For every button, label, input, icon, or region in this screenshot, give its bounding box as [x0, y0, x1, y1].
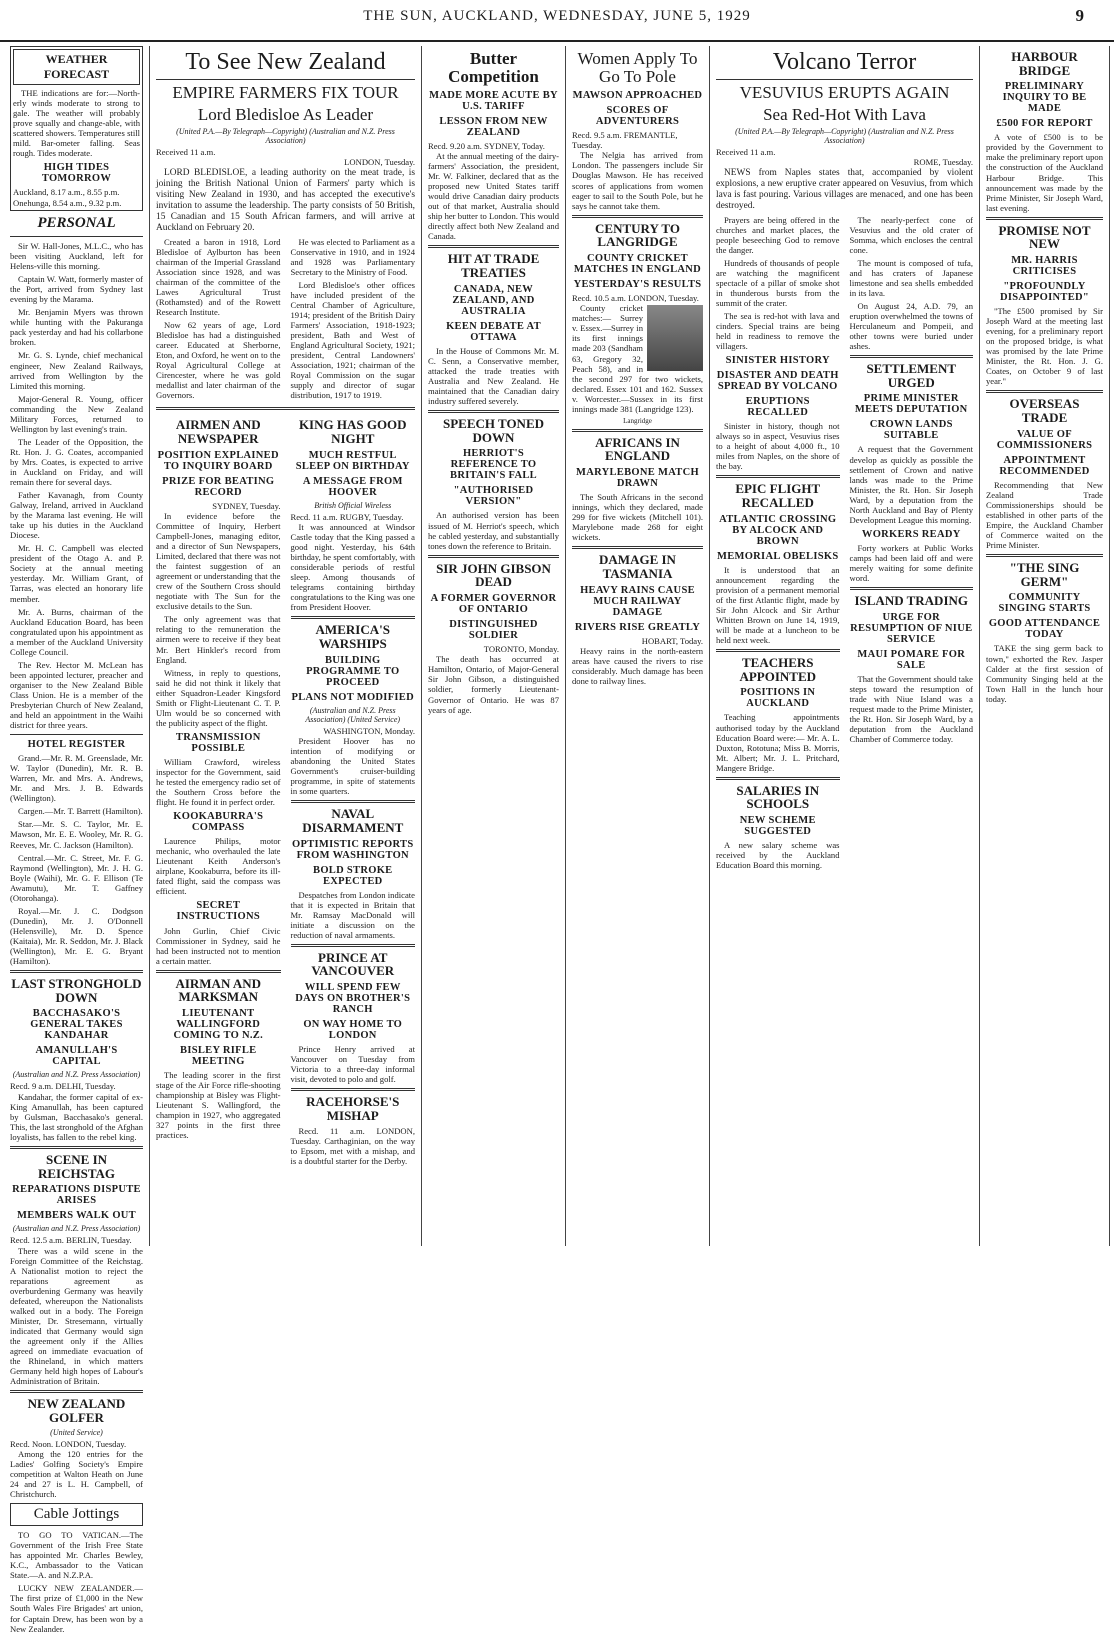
- harbour-bridge-headline: HARBOUR BRIDGE: [1011, 49, 1078, 78]
- island-subhead-2: MAUI POMARE FOR SALE: [857, 648, 966, 671]
- hotel-entry: Star.—Mr. S. C. Taylor, Mr. E. Mawson, Mr. E. E. Wooley, Mr. R. G. Reeves, Mr. C. Jackson (Hamilton).: [10, 819, 143, 850]
- gibson-subhead: A FORMER GOVERNOR OF ONTARIO: [430, 592, 557, 615]
- damage-headline: DAMAGE IN TASMANIA: [599, 552, 676, 581]
- epic-flight-subhead-2: MEMORIAL OBELISKS: [716, 550, 839, 562]
- butter-text: At the annual meeting of the dairy-farmers' Association, the president, Mr. W. Falkiner, declared that as the proposed new United States tariff would drive Canadian dairy products out of that market, Australia should ship her butter to London. This would directly affect both New Zealand and Canada.: [428, 151, 559, 242]
- sinister-headline: SINISTER HISTORY: [725, 355, 830, 367]
- personal-paragraph: Captain W. Watt, formerly master of the Port, arrived from Sydney last evening by the Marama.: [10, 274, 143, 305]
- volcano-headline: Volcano Terror: [772, 49, 917, 75]
- hotel-entry: Royal.—Mr. J. C. Dodgson (Dunedin), Mr. J. O'Donnell (Helensville), Mr. D. Spence (Kaitaia), Mr. R. Seddon, Mr. J. Black (Wellington), Mr. E. G. Bryant (Hamilton).: [10, 905, 143, 967]
- prince-headline: PRINCE AT VANCOUVER: [311, 949, 395, 979]
- island-headline: ISLAND TRADING: [854, 593, 969, 609]
- airmen-subhead: POSITION EXPLAINED TO INQUIRY BOARD: [157, 449, 279, 472]
- racehorse-text: Recd. 11 a.m. LONDON, Tuesday. Carthaginian, on the way to Epsom, met with a mishap, and is a doubtful starter for the Derby.: [290, 1125, 415, 1166]
- butter-subhead-2: LESSON FROM NEW ZEALAND: [439, 115, 548, 138]
- airmen-paragraph: In evidence before the Committee of Inquiry, Herbert Campbell-Jones, managing editor, and a director of Sun Newspapers, Limited, declared that there was not the faintest suggestion of an agreement or understanding that the crew of the Southern Cross should negotiate with The Sun for the exclusive details to the Sun.: [156, 510, 281, 612]
- personal-paragraph: Mr. H. C. Campbell was elected president of the Otago A. and P. Society at the annual meeting yesterday. Mr. William Grant, of Tarras, was elected an honorary life member.: [10, 543, 143, 604]
- tides-auckland: Auckland, 8.17 a.m., 8.55 p.m.: [13, 187, 120, 198]
- tour-received: Received 11 a.m.: [156, 146, 216, 157]
- trade-subhead-2: KEEN DEBATE AT OTTAWA: [446, 320, 541, 343]
- column-5: [710, 46, 980, 1246]
- king-dateline: Recd. 11 a.m. RUGBY, Tuesday.: [290, 511, 404, 522]
- column-4: [566, 46, 710, 1246]
- women-dateline: Recd. 9.5 a.m. FREMANTLE, Tuesday.: [572, 129, 678, 151]
- personal-paragraph: Mr. A. Burns, chairman of the Auckland Education Board, has been congratulated upon his appointment as a member of the Auckland University College Council.: [10, 606, 143, 657]
- trade-text: In the House of Commons Mr. M. C. Senn, a Conservative member, attacked the trade treaties with Australia and New Zealand. He maintained that the Canadian dairy industry suffered severely.: [428, 345, 559, 407]
- new-zealand-tour-headline: To See New Zealand: [185, 49, 386, 75]
- volcano-subhead: VESUVIUS ERUPTS AGAIN: [739, 83, 950, 103]
- kookaburra-subhead: KOOKABURRA'S COMPASS: [173, 811, 264, 834]
- cricket-headline: CENTURY TO LANGRIDGE: [595, 220, 680, 250]
- damage-subhead-2: RIVERS RISE GREATLY: [574, 621, 701, 633]
- tides-title: HIGH TIDES TOMORROW: [41, 162, 112, 185]
- jotting-item: LUCKY NEW ZEALANDER.—The first prize of £1,000 in the New South Wales Fire Brigades' art union, for Captain Drew, has been won by a New Zealander.: [10, 1583, 143, 1634]
- gibson-dateline: TORONTO, Monday.: [483, 644, 559, 655]
- naval-subhead-2: BOLD STROKE EXPECTED: [313, 864, 393, 887]
- volcano-body: [716, 215, 973, 874]
- reichstag-credit: (Australian and N.Z. Press Association): [12, 1224, 141, 1234]
- tour-paragraph: Now 62 years of age, Lord Bledisloe has had a distinguished career. Educated at Sherborne, Eton, and Oxford, he went on to the Royal Agricultural College at Cirencester, where he was gold medallist and later chairman of the Governors.: [156, 319, 281, 401]
- tour-lead: LORD BLEDISLOE, a leading authority on the meat trade, is joining the British National Union of Farmers' party which is visiting New Zealand in 1930, and has accepted the executive's invitation to assume the leadership. The party consists of 50 British, 15 Canadian and 15 South African farmers, and will arrive at Auckland on February 20.: [156, 167, 415, 233]
- stronghold-dateline: Recd. 9 a.m. DELHI, Tuesday.: [10, 1081, 116, 1092]
- sing-germ-headline: "THE SING GERM": [1009, 560, 1080, 589]
- naval-text: Despatches from London indicate that it is expected in Britain that Mr. Ramsay MacDonald will initiate a discussion on the reduction of naval armaments.: [290, 889, 415, 940]
- column-2-lower: [156, 414, 415, 1169]
- cricket-subhead-2: YESTERDAY'S RESULTS: [573, 278, 702, 290]
- column-1: [4, 46, 150, 1634]
- sinister-subhead-2: ERUPTIONS RECALLED: [745, 396, 810, 419]
- speech-subhead: HERRIOT'S REFERENCE TO BRITAIN'S FALL: [450, 448, 537, 482]
- settlement-subhead-2: CROWN LANDS SUITABLE: [869, 419, 953, 442]
- tour-paragraph: Lord Bledisloe's other offices have included president of the Central Chamber of Agriculture, 1914; president of the British Dairy Farmers' Association, 1918-1923; president, Bath and West of England Agricultural Society, 1921; president, Central Landowners' Association, 1921; chairman of the Royal Commission on the sugar supply and director of sugar distribution, 1917 to 1919.: [290, 279, 415, 401]
- volcano-credit: (United P.A.—By Telegraph—Copyright) (Australian and N.Z. Press Association): [735, 126, 954, 145]
- butter-headline: Butter Competition: [448, 49, 539, 86]
- reichstag-headline: SCENE IN REICHSTAG: [37, 1152, 116, 1181]
- settlement-subhead: PRIME MINISTER MEETS DEPUTATION: [854, 393, 968, 416]
- personal-paragraph: Major-General R. Young, officer commanding the New Zealand Military Forces, returned to Wellington by last evening's train.: [10, 393, 143, 434]
- sinister-text: Sinister in history, though not always so in aspect, Vesuvius rises to a height of about 4,000 ft., 10 miles from Naples, on the shore of the bay.: [716, 421, 840, 472]
- volcano-lead: NEWS from Naples states that, accompanied by violent explosions, a new eruptive crater appeared on Vesuvius, from which lava is fast pouring. Various villages are menaced, and one has been destroyed.: [716, 167, 973, 211]
- volcano-subhead-2: Sea Red-Hot With Lava: [763, 105, 926, 125]
- overseas-trade-headline: OVERSEAS TRADE: [1009, 396, 1080, 426]
- gibson-subhead-2: DISTINGUISHED SOLDIER: [449, 618, 538, 641]
- airmen-dateline: SYDNEY, Tuesday.: [212, 500, 281, 511]
- personal-paragraph: The Leader of the Opposition, the Rt. Hon. J. G. Coates, accompanied by Mrs. Coates, is expected to arrive in Auckland on Friday, and will remain there for several days.: [10, 436, 143, 488]
- prince-subhead: WILL SPEND FEW DAYS ON BROTHER'S RANCH: [295, 982, 411, 1016]
- workers-subhead: WORKERS READY: [861, 528, 961, 540]
- transmission-text: William Crawford, wireless inspector for the Government, said he tested the emergency radio set of the Southern Cross before the flight. He found it in perfect order.: [156, 756, 281, 808]
- reichstag-subhead: REPARATIONS DISPUTE ARISES: [12, 1184, 141, 1207]
- women-text: The Nelgia has arrived from London. The passengers include Sir Douglas Mawson. He has received scores of applications from women eager to sail to the South Pole, but he says he cannot take them.: [572, 150, 703, 211]
- teachers-subhead: POSITIONS IN AUCKLAND: [740, 687, 816, 710]
- butter-dateline: Recd. 9.20 a.m. SYDNEY, Today.: [428, 140, 545, 151]
- naval-headline: NAVAL DISARMAMENT: [302, 806, 404, 835]
- harbour-bridge-subhead-2: £500 FOR REPORT: [996, 118, 1093, 130]
- volcano-dateline: ROME, Tuesday.: [913, 157, 973, 168]
- overseas-trade-text: Recommending that New Zealand Trade Commissionerships should be established in other parts of the Empire, the Auckland Chamber of Commerce waited on the Prime Minister.: [986, 479, 1103, 551]
- tour-paragraph: Created a baron in 1918, Lord Bledisloe of Aylburton has been chairman of the Imperial Grassland Association since 1928, and was chairman of the committee of the Lawes Agricultural Trust (Rothamsted) and of the Rowett Research Institute.: [156, 236, 281, 317]
- gibson-text: The death has occurred at Hamilton, Ontario, of Major-General Sir John Gibson, a distinguished soldier, formerly Lieutenant-Governor of Ontario. He was 87 years of age.: [428, 654, 559, 715]
- trade-headline: HIT AT TRADE TREATIES: [447, 251, 540, 281]
- warships-text: President Hoover has no intention of modifying or abandoning the United States Government's cruiser-building programme, in spite of statements in some quarters.: [290, 735, 415, 797]
- reichstag-dateline: Recd. 12.5 a.m. BERLIN, Tuesday.: [10, 1235, 132, 1246]
- teachers-headline: TEACHERS APPOINTED: [739, 655, 817, 684]
- king-subhead-2: A MESSAGE FROM HOOVER: [302, 475, 403, 498]
- golfer-dateline: Recd. Noon. LONDON, Tuesday.: [10, 1438, 127, 1449]
- epic-flight-headline: EPIC FLIGHT RECALLED: [735, 481, 821, 511]
- damage-subhead: HEAVY RAINS CAUSE MUCH RAILWAY DAMAGE: [580, 584, 695, 618]
- volcano-paragraph: Hundreds of thousands of people are watching the magnificent spectacle of a pillar of smoke shot in thunderous bursts from the summit of the crater.: [716, 257, 840, 308]
- volcano-paragraph: The nearly-perfect cone of Vesuvius and the old crater of Somma, which encloses the central cone.: [849, 214, 973, 255]
- volcano-received: Received 11 a.m.: [716, 146, 776, 157]
- salaries-text: A new salary scheme was received by the Auckland Education Board this morning.: [716, 840, 840, 871]
- personal-title: PERSONAL: [37, 214, 116, 231]
- island-subhead: URGE FOR RESUMPTION OF NIUE SERVICE: [850, 611, 973, 645]
- airman-text: The leading scorer in the first stage of the Air Force rifle-shooting championship at Bisley was Flight-Lieutenant S. Wallingford, the champion in 1927, who aggregated 327 points in the first three practices.: [156, 1070, 281, 1141]
- king-text: It was announced at Windsor Castle today that the King passed a good night. Yesterday, his 64th birthday, he spent comfortably, with considerable periods of restful sleep. Among thousands of telegrams containing birthday congratulations to the King was one from President Hoover.: [290, 521, 415, 613]
- prince-text: Prince Henry arrived at Vancouver on Tuesday from Victoria to a three-day informal visit, devoted to polo and golf.: [290, 1044, 415, 1085]
- sing-germ-subhead-2: GOOD ATTENDANCE TODAY: [988, 618, 1101, 641]
- volcano-paragraph: The sea is red-hot with lava and cinders. Special trains are being held in readiness to remove the villagers.: [716, 310, 840, 352]
- tour-subhead-2: Lord Bledisloe As Leader: [197, 105, 374, 125]
- promise-text: "The £500 promised by Sir Joseph Ward at the meeting last evening, for a preliminary report on the proposed bridge, is what was promised by the late Prime Minister, the Rt. Hon. J. G. Coates, on October 9 of last year.": [986, 306, 1103, 387]
- tides-onehunga: Onehunga, 8.54 a.m., 9.32 p.m.: [13, 197, 122, 208]
- salaries-headline: SALARIES IN SCHOOLS: [736, 782, 820, 812]
- personal-paragraph: Father Kavanagh, from County Galway, Ireland, arrived in Auckland by the Marama last evening. He will take up his duties in the Auckland Diocese.: [10, 490, 143, 541]
- column-6: [980, 46, 1110, 1246]
- speech-headline: SPEECH TONED DOWN: [442, 416, 545, 445]
- transmission-subhead: TRANSMISSION POSSIBLE: [175, 731, 261, 754]
- gibson-headline: SIR JOHN GIBSON DEAD: [436, 560, 551, 590]
- tour-body: [156, 237, 415, 404]
- king-subhead: MUCH RESTFUL SLEEP ON BIRTHDAY: [295, 449, 410, 472]
- warships-subhead-2: PLANS NOT MODIFIED: [291, 691, 414, 703]
- epic-flight-subhead: ATLANTIC CROSSING BY ALCOCK AND BROWN: [719, 513, 837, 547]
- hotel-entry: Central.—Mr. C. Street, Mr. F. G. Raymond (Wellington), Mr. J. H. G. Boyle (Waihi), Mr. G. F. Ellison (Te Awamutu), Mr. T. Gaffney (Otorohanga).: [10, 852, 143, 903]
- damage-text: Heavy rains in the north-eastern areas have caused the rivers to rise considerably. Much damage has been done to railway lines.: [572, 646, 703, 687]
- airman-headline: AIRMAN AND MARKSMAN: [175, 975, 262, 1005]
- hotel-register-title: HOTEL REGISTER: [27, 739, 126, 751]
- overseas-trade-subhead: VALUE OF COMMISSIONERS: [996, 428, 1093, 451]
- settlement-text: A request that the Government develop as quickly as possible the settlement of Crown and native lands was made to the Prime Minister, the Rt. Hon. Sir Joseph Ward, by a deputation from the North Auckland and Bay of Plenty Development League this morning.: [849, 444, 973, 525]
- warships-subhead: BUILDING PROGRAMME TO PROCEED: [306, 654, 400, 688]
- stronghold-headline: LAST STRONGHOLD DOWN: [11, 976, 142, 1005]
- personal-paragraph: Sir W. Hall-Jones, M.L.C., who has been visiting Auckland, left for Helens-ville this morning.: [10, 240, 143, 272]
- weather-text: THE indications are for:—North-erly winds moderate to strong to gale. The weather will probably prove squally and change-able, with scattered showers. Temperatures still mild. Bar-ometer falling. Seas rough. Tides moderate.: [13, 88, 140, 159]
- settlement-headline: SETTLEMENT URGED: [866, 361, 957, 390]
- airman-subhead-2: BISLEY RIFLE MEETING: [180, 1045, 257, 1068]
- cable-jottings-title: Cable Jottings: [10, 1503, 143, 1526]
- jotting-item: TO GO TO VATICAN.—The Government of the Irish Free State has appointed Mr. Charles Bewley, K.C., Ambassador to the Vatican State.—A. and N.Z.P.A.: [10, 1530, 143, 1581]
- weather-box: [10, 46, 143, 211]
- trade-subhead: CANADA, NEW ZEALAND, AND AUSTRALIA: [452, 283, 535, 317]
- masthead-title: THE SUN, AUCKLAND, WEDNESDAY, JUNE 5, 1929: [363, 8, 751, 24]
- airmen-paragraph: The only agreement was that relating to the remuneration the airmen were to receive if they beat Mr. Bert Hinkler's record from England.: [156, 614, 281, 665]
- cricket-text: County cricket matches:— Surrey v. Essex.—Surrey in its first innings made 203 (Sandham 63, Gregory 32, Peach 58), and in the second 297 for two wickets, declared. Essex 101 and 162. Sussex v. Worcester.—Sussex in its first innings made 381 (Langridge 123).: [572, 303, 703, 414]
- king-headline: KING HAS GOOD NIGHT: [298, 417, 407, 446]
- masthead: [0, 0, 1114, 42]
- warships-headline: AMERICA'S WARSHIPS: [315, 622, 390, 651]
- naval-subhead: OPTIMISTIC REPORTS FROM WASHINGTON: [292, 838, 414, 861]
- tour-credit: (United P.A.—By Telegraph—Copyright) (Australian and N.Z. Press Association): [176, 126, 395, 145]
- island-text: That the Government should take steps toward the resumption of trade with Niue Island was a request made to the Prime Minister, the Rt. Hon. Sir Joseph Ward, by a deputation from the Auckland Chamber of Commerce today.: [849, 673, 973, 745]
- promise-headline: PROMISE NOT NEW: [998, 222, 1091, 252]
- personal-paragraph: Mr. G. S. Lynde, chief mechanical engineer, New Zealand Railways, arrived from Wellington by the Limited this morning.: [10, 350, 143, 391]
- promise-subhead: MR. HARRIS CRITICISES: [1011, 255, 1078, 278]
- hotel-entry: Grand.—Mr. R. M. Greenslade, Mr. W. Taylor (Dunedin), Mr. R. B. Warren, Mr. and Mrs. A. Andrews, Mr. and Mrs. J. B. Edwards (Wellington).: [10, 753, 143, 804]
- kookaburra-text: Laurence Philips, motor mechanic, who overhauled the late Lieutenant Keith Anderson's airplane, Kookaburra, before its ill-fated flight, said the compass was efficient.: [156, 836, 281, 897]
- column-2: [150, 46, 422, 1246]
- africans-headline: AFRICANS IN ENGLAND: [595, 434, 680, 464]
- stronghold-credit: (Australian and N.Z. Press Association): [12, 1070, 141, 1080]
- column-3: [422, 46, 566, 1246]
- cricket-dateline: Recd. 10.5 a.m. LONDON, Tuesday.: [572, 292, 699, 303]
- golfer-headline: NEW ZEALAND GOLFER: [27, 1396, 126, 1425]
- weather-title: WEATHER FORECAST: [13, 49, 140, 85]
- africans-text: The South Africans in the second innings, which they declared, made 299 for five wickets (Mitchell 101). Marylebone made 268 for eight wickets.: [572, 492, 703, 543]
- tour-paragraph: He was elected to Parliament as a Conservative in 1910, and in 1924 and 1928 was Parliamentary Secretary to the Ministry of Food.: [290, 236, 415, 277]
- warships-credit: (Australian and N.Z. Press Association) (United Service): [305, 705, 401, 724]
- page-number: 9: [1075, 6, 1084, 25]
- airmen-paragraph: Witness, in reply to questions, said he did not think it likely that either Squadron-Leader Kingsford Smith or Flight-Lieutenant C. T. P. Ulm would be so concerned with the publicity aspect of the flight.: [156, 667, 281, 728]
- cricket-subhead: COUNTY CRICKET MATCHES IN ENGLAND: [573, 252, 702, 275]
- damage-dateline: HOBART, Today.: [641, 635, 703, 646]
- reichstag-subhead-2: MEMBERS WALK OUT: [17, 1210, 136, 1222]
- airmen-headline: AIRMEN AND NEWSPAPER: [175, 417, 261, 446]
- volcano-paragraph: On August 24, A.D. 79, an eruption overwhelmed the towns of Herculaneum and Pompeii, and other towns were buried under ashes.: [849, 300, 973, 352]
- overseas-trade-subhead-2: APPOINTMENT RECOMMENDED: [999, 454, 1090, 477]
- personal-paragraph: Mr. Benjamin Myers was thrown while hunting with the Pakuranga pack yesterday and had his collarbone broken.: [10, 307, 143, 348]
- king-credit: British Official Wireless: [314, 500, 392, 510]
- salaries-subhead: NEW SCHEME SUGGESTED: [739, 815, 816, 838]
- volcano-paragraph: Prayers are being offered in the churches and market places, the people beseeching God to remove the danger.: [716, 214, 840, 255]
- workers-text: Forty workers at Public Works camps had been laid off and were merely waiting for some definite word.: [849, 542, 973, 583]
- tour-subhead: EMPIRE FARMERS FIX TOUR: [172, 83, 399, 103]
- harbour-bridge-text: A vote of £500 is to be provided by the Government to make the preliminary report upon the construction of the Auckland Harbour Bridge. This announcement was made by the Prime Minister, Sir Joseph Ward, last evening.: [986, 132, 1103, 213]
- warships-dateline: WASHINGTON, Monday.: [323, 725, 415, 736]
- personal-paragraph: The Rev. Hector M. McLean has been appointed lecturer, preacher and organiser to the New Zealand Bible Class Union. He is a member of the Presbyterian Church of New Zealand, and held an appointment in the Waihi district for three years.: [10, 659, 143, 731]
- airmen-subhead-2: PRIZE FOR BEATING RECORD: [162, 475, 275, 498]
- epic-flight-text: It is understood that an announcement regarding the provision of a permanent memorial of the first Atlantic flight, made by Sir John Alcock and Sir Arthur Whitten Brown on June 14, 1919, will be made at a luncheon to be held next week.: [716, 564, 840, 646]
- racehorse-headline: RACEHORSE'S MISHAP: [306, 1094, 400, 1124]
- volcano-paragraph: The mount is composed of tufa, and has craters of Japanese limestone and sea shells embedded in its lava.: [849, 257, 973, 298]
- hotel-entry: Cargen.—Mr. T. Barrett (Hamilton).: [18, 806, 143, 817]
- prince-subhead-2: ON WAY HOME TO LONDON: [303, 1019, 403, 1042]
- stronghold-text: Kandahar, the former capital of ex-King Amanullah, has been captured by Gulsman, Bacchasako's general. This, the last stronghold of the Afghan loyalists, has fallen to the rebel king.: [10, 1091, 143, 1142]
- speech-text: An authorised version has been issued of M. Herriot's speech, which he cabled yesterday, and substantially tones down the reference to Britain.: [428, 510, 559, 551]
- stronghold-subhead-2: AMANULLAH'S CAPITAL: [35, 1045, 118, 1068]
- sinister-subhead: DISASTER AND DEATH SPREAD BY VOLCANO: [716, 370, 839, 393]
- stronghold-subhead: BACCHASAKO'S GENERAL TAKES KANDAHAR: [30, 1008, 123, 1042]
- golfer-text: Among the 120 entries for the Ladies' Golfing Society's Empire competition at Walton Heath on June 24 and 27 is L. H. Campbell, of Christchurch.: [10, 1448, 143, 1500]
- africans-subhead: MARYLEBONE MATCH DRAWN: [576, 467, 699, 490]
- women-subhead: MAWSON APPROACHED: [572, 89, 703, 101]
- secret-subhead: SECRET INSTRUCTIONS: [176, 900, 261, 923]
- speech-subhead-2: "AUTHORISED VERSION": [453, 485, 534, 508]
- photo-caption: Langridge: [623, 416, 652, 425]
- sing-germ-subhead: COMMUNITY SINGING STARTS: [998, 592, 1091, 615]
- harbour-bridge-subhead: PRELIMINARY INQUIRY TO BE MADE: [1002, 81, 1087, 115]
- butter-subhead: MADE MORE ACUTE BY U.S. TARIFF: [429, 89, 558, 112]
- tour-dateline: LONDON, Tuesday.: [344, 157, 415, 168]
- reichstag-text: There was a wild scene in the Foreign Committee of the Reichstag. A Nationalist motion to reject the reparations agreement as overburdening Germany was heavily defeated, whereupon the Nationalists walked out in a body. The Foreign Minister, Dr. Stresemann, virtually indicated that Germany would sign the agreement only if the Allies agreed on immediate evacuation of the Rhineland, in which matters Germany held high hopes of Labour's Administration of Britain.: [10, 1245, 143, 1387]
- women-headline: Women Apply To Go To Pole: [577, 49, 698, 86]
- golfer-credit: (United Service): [50, 1427, 103, 1437]
- promise-subhead-2: "PROFOUNDLY DISAPPOINTED": [999, 281, 1090, 304]
- sing-germ-text: TAKE the sing germ back to town," exhorted the Rev. Jasper Calder at the first session of Community Singing held at the Town Hall in the lunch hour today.: [986, 643, 1103, 704]
- secret-text: John Gurlin, Chief Civic Commissioner in Sydney, said he had been instructed not to mention a certain matter.: [156, 925, 281, 966]
- airman-subhead: LIEUTENANT WALLINGFORD COMING TO N.Z.: [173, 1007, 264, 1041]
- langridge-photo: [647, 305, 703, 371]
- women-subhead-2: SCORES OF ADVENTURERS: [595, 104, 680, 127]
- teachers-text: Teaching appointments authorised today by the Auckland Education Board were:— Mr. A. L. Duxton, Rototuna; Miss B. Morris, Mt. Albert; Mr. J. L. Pritchard, Mangere Bridge.: [716, 712, 840, 773]
